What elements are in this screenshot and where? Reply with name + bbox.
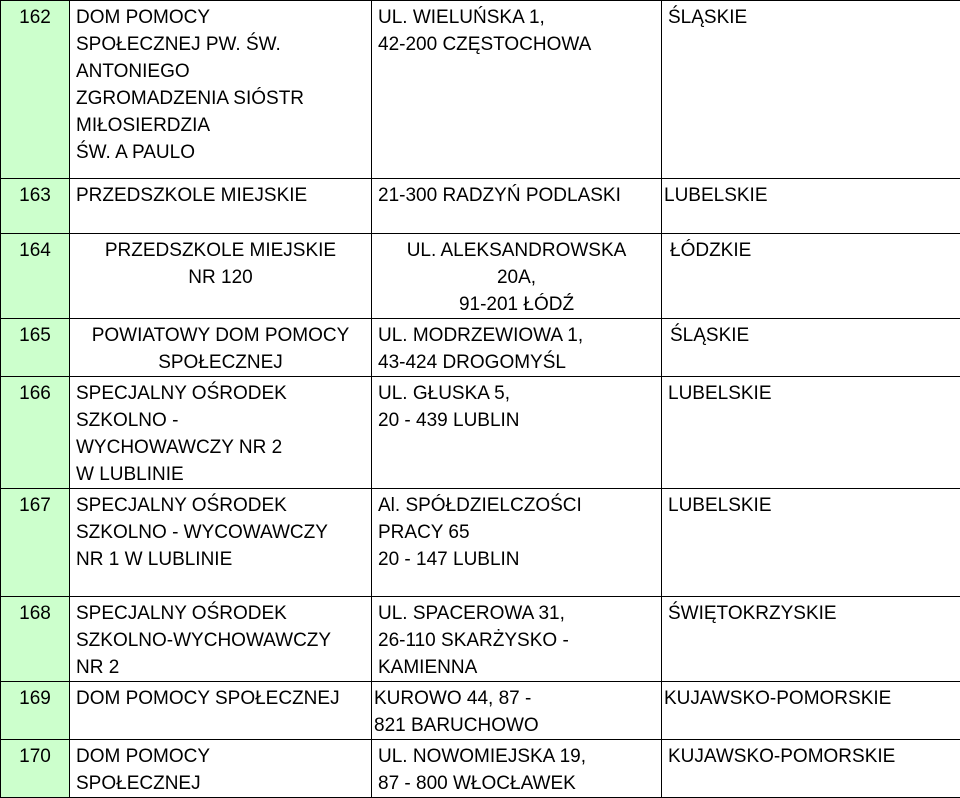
institution-region: ŚLĄSKIE <box>662 1 960 179</box>
institution-name: DOM POMOCY SPOŁECZNEJ PW. ŚW. ANTONIEGO ZGROMADZENIA SIÓSTR MIŁOSIERDZIA ŚW. A PAULO <box>70 1 372 179</box>
institution-region: ŚWIĘTOKRZYSKIE <box>662 597 960 682</box>
institution-region: LUBELSKIE <box>662 179 960 234</box>
institution-name: PRZEDSZKOLE MIEJSKIE <box>70 179 372 234</box>
institution-name: SPECJALNY OŚRODEK SZKOLNO - WYCOWAWCZY NR 1 W LUBLINIE <box>70 489 372 597</box>
institution-region: ŚLĄSKIE <box>662 319 960 377</box>
table-row <box>1 377 960 489</box>
institution-address: 21-300 RADZYŃ PODLASKI <box>372 179 662 234</box>
table-row <box>1 682 960 740</box>
institution-address: UL. NOWOMIEJSKA 19, 87 - 800 WŁOCŁAWEK <box>372 740 662 798</box>
table-row <box>1 597 960 682</box>
institution-region: KUJAWSKO-POMORSKIE <box>662 740 960 798</box>
institution-name: DOM POMOCY SPOŁECZNEJ <box>70 740 372 798</box>
institution-address: UL. MODRZEWIOWA 1, 43-424 DROGOMYŚL <box>372 319 662 377</box>
institution-address: UL. GŁUSKA 5, 20 - 439 LUBLIN <box>372 377 662 489</box>
institution-region: LUBELSKIE <box>662 377 960 489</box>
institution-address: KUROWO 44, 87 - 821 BARUCHOWO <box>372 682 662 740</box>
row-number: 170 <box>1 740 70 798</box>
row-number: 168 <box>1 597 70 682</box>
table-row <box>1 489 960 597</box>
institution-address: UL. SPACEROWA 31, 26-110 SKARŻYSKO - KAMIENNA <box>372 597 662 682</box>
table-row <box>1 179 960 234</box>
row-number: 169 <box>1 682 70 740</box>
row-number: 164 <box>1 234 70 319</box>
row-number: 163 <box>1 179 70 234</box>
institution-region: ŁÓDZKIE <box>662 234 960 319</box>
institution-name: SPECJALNY OŚRODEK SZKOLNO-WYCHOWAWCZY NR 2 <box>70 597 372 682</box>
institution-name: SPECJALNY OŚRODEK SZKOLNO - WYCHOWAWCZY NR 2 W LUBLINIE <box>70 377 372 489</box>
institution-region: LUBELSKIE <box>662 489 960 597</box>
row-number: 162 <box>1 1 70 179</box>
institution-address: UL. WIELUŃSKA 1, 42-200 CZĘSTOCHOWA <box>372 1 662 179</box>
institution-name: POWIATOWY DOM POMOCY SPOŁECZNEJ <box>70 319 372 377</box>
institution-name: DOM POMOCY SPOŁECZNEJ <box>70 682 372 740</box>
institution-region: KUJAWSKO-POMORSKIE <box>662 682 960 740</box>
table-row <box>1 234 960 319</box>
institution-address: Al. SPÓŁDZIELCZOŚCI PRACY 65 20 - 147 LUBLIN <box>372 489 662 597</box>
row-number: 165 <box>1 319 70 377</box>
institution-name: PRZEDSZKOLE MIEJSKIE NR 120 <box>70 234 372 319</box>
table-row <box>1 319 960 377</box>
row-number: 166 <box>1 377 70 489</box>
table-row <box>1 1 960 179</box>
row-number: 167 <box>1 489 70 597</box>
table-row <box>1 740 960 798</box>
institution-address: UL. ALEKSANDROWSKA 20A, 91-201 ŁÓDŹ <box>372 234 662 319</box>
